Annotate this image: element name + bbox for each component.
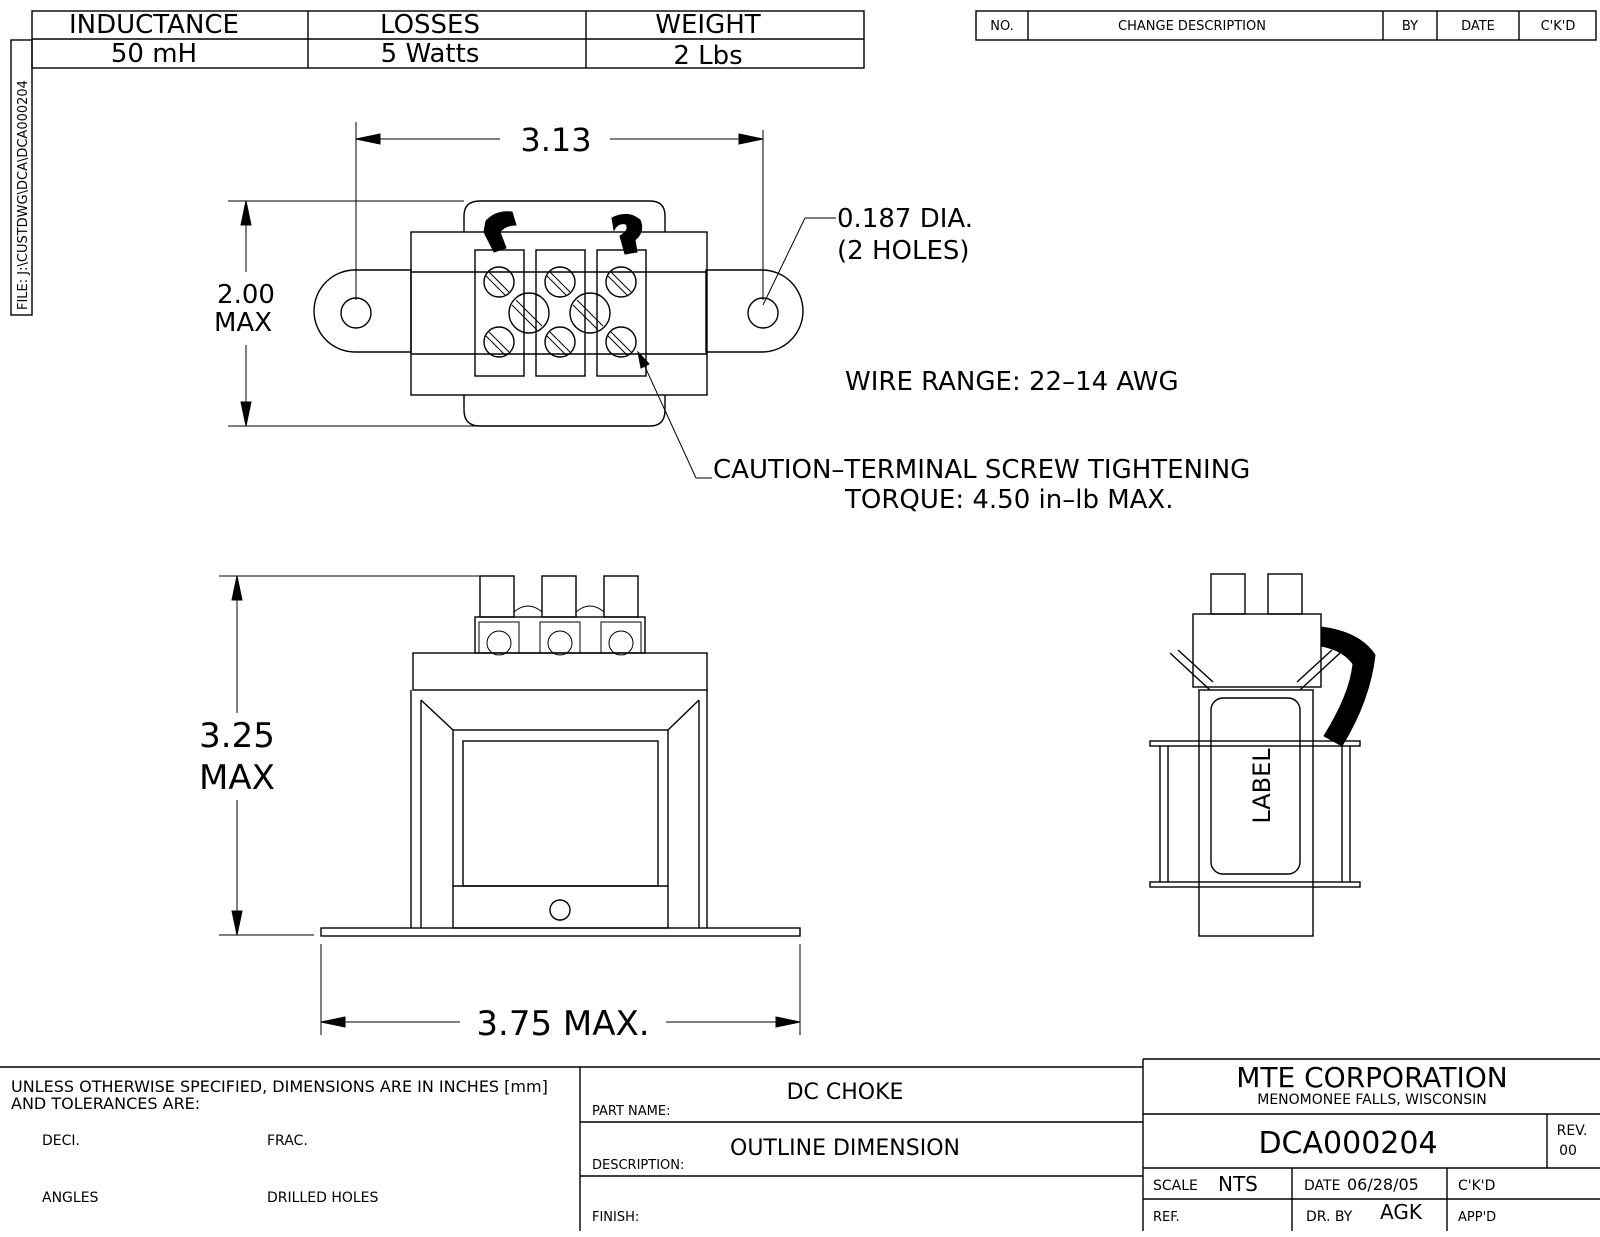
wire-range-note: WIRE RANGE: 22–14 AWG xyxy=(845,367,1179,397)
dim-height-front-note: MAX xyxy=(199,758,275,798)
mount-hole-right xyxy=(748,298,778,328)
file-path-block xyxy=(11,40,32,315)
drby-label: DR. BY xyxy=(1306,1209,1353,1225)
appd-label: APP'D xyxy=(1458,1210,1497,1225)
description: OUTLINE DIMENSION xyxy=(730,1136,960,1161)
dim-height-front: 3.25 xyxy=(199,716,275,756)
tolerance-line2: AND TOLERANCES ARE: xyxy=(11,1094,201,1113)
lead-wire-side xyxy=(1321,627,1375,746)
company-name: MTE CORPORATION xyxy=(1236,1061,1508,1094)
rev-header-no: NO. xyxy=(990,19,1014,34)
rev-value: 00 xyxy=(1559,1143,1577,1159)
revision-table xyxy=(976,11,1596,40)
hole-count-callout: (2 HOLES) xyxy=(837,236,970,266)
hole-dia-callout: 0.187 DIA. xyxy=(837,204,973,234)
title-block xyxy=(0,1059,1600,1231)
spec-header-weight: WEIGHT xyxy=(655,10,761,40)
tolerance-line1: UNLESS OTHERWISE SPECIFIED, DIMENSIONS ARE IN INCHES [mm] xyxy=(11,1077,548,1096)
rev-header-date: DATE xyxy=(1461,19,1495,34)
deci-label: DECI. xyxy=(42,1133,80,1149)
finish-label: FINISH: xyxy=(592,1210,640,1225)
description-label: DESCRIPTION: xyxy=(592,1158,685,1173)
dim-height-top-note: MAX xyxy=(213,308,273,338)
spec-value-weight: 2 Lbs xyxy=(673,41,743,71)
part-name-label: PART NAME: xyxy=(592,1104,671,1119)
dim-width-front: 3.75 MAX. xyxy=(476,1004,650,1044)
date-label: DATE xyxy=(1304,1178,1341,1194)
date-value: 06/28/05 xyxy=(1347,1175,1419,1194)
ckd-label: C'K'D xyxy=(1458,1178,1496,1194)
company-location: MENOMONEE FALLS, WISCONSIN xyxy=(1257,1092,1487,1108)
rev-header-by: BY xyxy=(1401,19,1419,34)
dim-width-top: 3.13 xyxy=(520,121,592,159)
spec-header-losses: LOSSES xyxy=(380,10,480,40)
spec-value-losses: 5 Watts xyxy=(380,39,480,69)
spec-value-inductance: 50 mH xyxy=(110,39,198,69)
rev-label: REV. xyxy=(1556,1123,1588,1139)
scale-label: SCALE xyxy=(1153,1178,1198,1194)
drawing-number: DCA000204 xyxy=(1258,1126,1438,1161)
spec-header-inductance: INDUCTANCE xyxy=(68,10,240,40)
terminal-screws xyxy=(484,267,636,357)
rev-header-ckd: C'K'D xyxy=(1540,19,1576,34)
label-text: LABEL xyxy=(1248,748,1276,824)
ref-label: REF. xyxy=(1153,1210,1180,1225)
side-view xyxy=(1150,574,1375,936)
spec-table xyxy=(32,10,864,71)
part-name: DC CHOKE xyxy=(786,1080,904,1105)
caution-note-line2: TORQUE: 4.50 in–lb MAX. xyxy=(845,485,1174,515)
rev-header-change: CHANGE DESCRIPTION xyxy=(1118,19,1266,34)
front-hole xyxy=(550,900,570,920)
angles-label: ANGLES xyxy=(42,1190,99,1206)
drby-value: AGK xyxy=(1380,1200,1422,1224)
frac-label: FRAC. xyxy=(267,1133,308,1149)
mount-hole-left xyxy=(341,298,371,328)
file-path: FILE: J:\CUSTDWG\DCA\DCA000204 xyxy=(16,80,31,310)
front-view xyxy=(199,576,800,1044)
caution-note-line1: CAUTION–TERMINAL SCREW TIGHTENING xyxy=(713,455,1251,485)
dim-height-top: 2.00 xyxy=(217,280,275,310)
drilled-holes-label: DRILLED HOLES xyxy=(267,1190,379,1206)
lead-wire-right xyxy=(612,214,642,254)
scale-value: NTS xyxy=(1218,1172,1258,1196)
top-view xyxy=(214,121,1250,515)
